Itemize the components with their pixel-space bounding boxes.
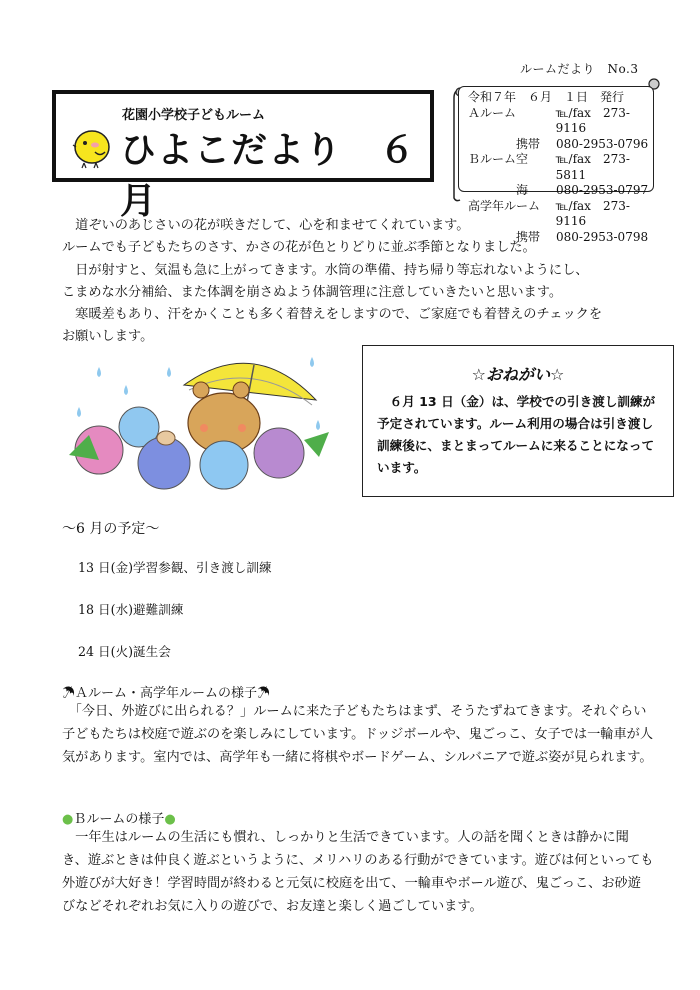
chick-icon (70, 128, 114, 170)
issue-number: ルームだより No.3 (520, 62, 639, 76)
phone-number: ℡/fax 273-9116 (555, 198, 630, 228)
room-name: Ｂルーム空 (468, 152, 529, 166)
schedule-item: 13 日(金)学習参観、引き渡し訓練 (78, 560, 272, 575)
room-name: Ａルーム (468, 105, 517, 120)
section-a-title: Ａルーム・高学年ルームの様子 (75, 686, 258, 701)
contact-row (468, 152, 660, 183)
section-b-text: 一年生はルームの生活にも慣れ、しっかりと生活できています。人の話を聞くときは静かに聞き、遊ぶときは仲良く遊ぶというように、メリハリのある行動ができています。遊びは何といっても外遊びが大好き！学習時間が終わると元気に校庭を出て、一輪車やボール遊び、鬼ごっこ、お砂遊びなどそれぞれお気に入りの遊びで、お友達と楽しく過ごしています。 (62, 830, 654, 914)
room-name: 携帯 (468, 229, 541, 244)
phone-number: ℡/fax 273-5811 (555, 152, 630, 182)
phone-number: 080-2953-0798 (556, 229, 649, 244)
newsletter-title: ひよこだより ６月 (120, 130, 417, 222)
squirrel-umbrella-illustration (64, 345, 334, 495)
contact-scroll-box (450, 78, 660, 244)
intro-line: 日が射すと、気温も急に上がってきます。水筒の準備、持ち帰り等忘れないようにし、 (62, 262, 589, 278)
intro-line: ルームでも子どもたちのさす、かさの花が色とりどりに並ぶ季節となりました。 (62, 240, 536, 256)
intro-line: 寒暖差もあり、汗をかくことも多く着替えをしますので、ご家庭でも着替えのチェックを (62, 307, 603, 323)
section-a-heading (62, 682, 270, 701)
phone-number: 080-2953-0797 (556, 183, 649, 197)
contact-row (468, 137, 660, 153)
contact-row (468, 90, 660, 106)
room-name: 海 (468, 183, 529, 197)
room-name: 高学年ルーム (468, 198, 541, 213)
phone-number: ℡/fax 273-9116 (555, 105, 630, 135)
notice-box (362, 345, 674, 497)
schedule-item: 24 日(火)誕生会 (78, 644, 171, 659)
umbrella-icon: ☂ (62, 686, 76, 701)
contact-row (468, 183, 660, 199)
org-name: 花園小学校子どもルーム (122, 108, 266, 123)
schedule-item: 18 日(水)避難訓練 (78, 602, 184, 617)
section-b-title: Ｂルームの様子 (73, 812, 165, 827)
contact-row (468, 106, 660, 137)
section-b-heading (62, 808, 176, 827)
frog-icon: ● (62, 812, 74, 827)
frog-icon: ● (164, 812, 176, 827)
schedule-heading: ～6 月の予定～ (62, 521, 160, 537)
section-a-text: 「今日、外遊びに出られる？」ルームに来た子どもたちはまず、そうたずねてきます。それぐらい子どもたちは校庭で遊ぶのを楽しみにしています。ドッジボールや、鬼ごっこ、女子では一輪車が人気があります。室内では、高学年も一緒に将棋やボードゲーム、シルバニアで遊ぶ姿が見られます。 (62, 704, 654, 765)
notice-title: ☆おねがい☆ (471, 365, 565, 384)
umbrella-icon: ☂ (257, 686, 271, 701)
intro-text (62, 215, 652, 349)
title-banner (52, 90, 434, 222)
intro-line: 道ぞいのあじさいの花が咲きだして、心を和ませてくれています。 (62, 218, 470, 233)
section-b-body (62, 826, 654, 918)
room-name: 携帯 (468, 136, 541, 151)
intro-line: お願いします。 (62, 329, 154, 345)
issue-date: 令和７年 ６月 １日 発行 (468, 90, 625, 104)
phone-number: 080-2953-0796 (556, 136, 649, 151)
intro-line: こまめな水分補給、また体調を崩さぬよう体調管理に注意していきたいと思います。 (62, 284, 563, 300)
notice-body: ６月 13 日（金）は、学校での引き渡し訓練が予定されています。ルーム利用の場合は引き渡し訓練後に、まとまってルームに来ることになっています。 (377, 394, 656, 475)
section-a-body (62, 700, 654, 769)
